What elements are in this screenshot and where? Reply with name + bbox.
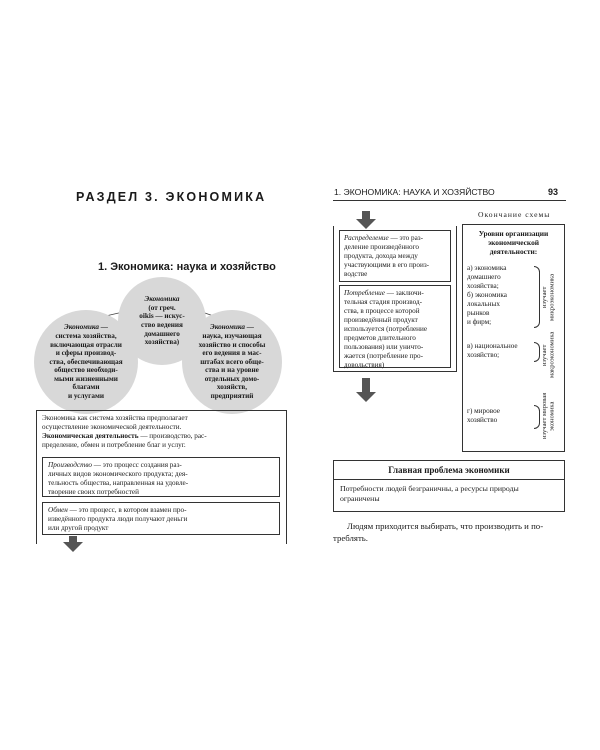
header-rule bbox=[333, 200, 566, 201]
circle-line: ства и на уровне bbox=[205, 366, 259, 375]
text-line: или другой продукт bbox=[48, 524, 109, 532]
levels-title bbox=[464, 229, 563, 256]
text-line: домашнего bbox=[467, 273, 501, 281]
text-line: в) национальное bbox=[467, 342, 518, 350]
text-line: а) экономика bbox=[467, 264, 507, 272]
circle-line: его ведения в мас- bbox=[202, 349, 262, 358]
main-problem-divider bbox=[333, 479, 565, 480]
text-line: Обмен — это процесс, в котором взамен про- bbox=[48, 506, 187, 514]
level-group-micro bbox=[467, 264, 537, 327]
text-line: изведённого продукта люди получают деньги bbox=[48, 515, 188, 523]
page-number: 93 bbox=[548, 187, 559, 197]
circle-line: предприятий bbox=[210, 392, 254, 401]
text-line: г) мировое bbox=[467, 407, 500, 415]
text-line: Людям приходится выбирать, что производить и по- bbox=[347, 521, 544, 531]
title-line: деятельности: bbox=[489, 247, 538, 256]
brace-macro bbox=[534, 342, 540, 362]
closing-paragraph bbox=[333, 520, 565, 544]
circle-line: хозяйство и способы bbox=[198, 340, 266, 349]
circle-line: отдельных домо- bbox=[204, 374, 260, 383]
text-line: ограничены bbox=[340, 494, 380, 503]
chapter-title: 1. Экономика: наука и хозяйство bbox=[98, 261, 276, 273]
text-line: Потребности людей безграничны, а ресурсы природы bbox=[340, 484, 519, 493]
text-line: пользования) или уничто- bbox=[344, 343, 424, 351]
circle-line: и сферы производ- bbox=[55, 349, 117, 358]
main-problem-text bbox=[340, 484, 562, 504]
brace-micro bbox=[534, 266, 540, 328]
text-line: хозяйство bbox=[467, 416, 498, 424]
title-line: Уровни организации bbox=[478, 229, 549, 238]
exchange-box bbox=[42, 502, 280, 535]
text-line: Экономическая деятельность — производство, рас- bbox=[42, 432, 207, 440]
text-line: предметов длительного bbox=[344, 334, 416, 342]
text-line: хозяйства; bbox=[467, 282, 499, 290]
term-distribution: Распределение bbox=[344, 234, 389, 242]
text-line: Потребление — заключи- bbox=[344, 289, 424, 297]
economy-system-circle bbox=[34, 310, 138, 414]
circle-line: система хозяйства, bbox=[55, 331, 117, 340]
text-line: Производство — это процесс создания раз- bbox=[48, 461, 182, 469]
production-box bbox=[42, 457, 280, 497]
circle-line: ства, обеспечивающая bbox=[49, 357, 123, 366]
label-microeconomics: изучает микроэкономика bbox=[541, 273, 556, 321]
circle-line: хозяйств, bbox=[216, 383, 248, 392]
term-consumption: Потребление bbox=[344, 289, 385, 297]
text-line: рынков bbox=[467, 309, 490, 317]
section-heading: РАЗДЕЛ 3. ЭКОНОМИКА bbox=[76, 190, 267, 204]
circle-line: oikis — искус- bbox=[139, 312, 185, 321]
text-line: используется (потребление bbox=[344, 325, 428, 333]
text-line: творение своих потребностей bbox=[48, 488, 139, 496]
text-line: хозяйство; bbox=[467, 351, 500, 359]
label-world-economy: изучает мировая экономика bbox=[541, 392, 556, 440]
text-line: пределение, обмен и потребление благ и услуг. bbox=[42, 441, 186, 449]
text-line: локальных bbox=[467, 300, 500, 308]
text-line: и фирм; bbox=[467, 318, 492, 326]
scheme-end-label: Окончание схемы bbox=[478, 210, 551, 219]
title-line: экономической bbox=[487, 238, 540, 247]
economy-science-circle bbox=[182, 310, 282, 414]
consumption-box bbox=[339, 285, 451, 368]
text-line: продукта, дохода между bbox=[344, 252, 418, 260]
circle-line: домашнего bbox=[144, 329, 180, 338]
circle-term: Экономика — bbox=[210, 323, 254, 332]
economic-activity-text bbox=[42, 414, 282, 450]
text-line: довольствия) bbox=[344, 361, 385, 369]
circle-line: ство ведения bbox=[141, 321, 183, 329]
text-line: Распределение — это раз- bbox=[344, 234, 424, 242]
text-line: произведённый продукт bbox=[344, 316, 418, 324]
text-line: тельная стадия производ- bbox=[344, 298, 423, 306]
term-exchange: Обмен bbox=[48, 506, 68, 514]
main-problem-title: Главная проблема экономики bbox=[388, 465, 510, 475]
level-group-world bbox=[467, 407, 537, 425]
circle-line: включающая отрасли bbox=[50, 340, 122, 349]
circle-line: мыми жизненными bbox=[54, 374, 118, 383]
text-line: деление произведённого bbox=[344, 243, 419, 251]
circle-line: благами bbox=[72, 383, 100, 392]
text-line: участвующими в его произ- bbox=[344, 261, 430, 269]
text-line: осуществление экономической деятельности. bbox=[42, 423, 182, 431]
text-line: жается (потребление про- bbox=[344, 352, 423, 360]
level-group-macro bbox=[467, 342, 537, 360]
term-economic-activity: Экономическая деятельность bbox=[42, 432, 139, 440]
circle-line: и услугами bbox=[67, 392, 105, 401]
text-line: ства, в процессе которой bbox=[344, 307, 420, 315]
text-line: тельность общества, направленная на удовле- bbox=[48, 479, 189, 487]
text-line: б) экономика bbox=[467, 291, 507, 299]
circle-line: штабах всего обще- bbox=[200, 357, 264, 366]
text-line: треблять. bbox=[333, 533, 369, 543]
running-head: 1. ЭКОНОМИКА: НАУКА И ХОЗЯЙСТВО bbox=[334, 187, 495, 197]
circle-line: общество необходи- bbox=[54, 366, 118, 375]
circle-term: Экономика bbox=[144, 295, 180, 304]
text-line: Экономика как система хозяйства предполагает bbox=[42, 414, 188, 422]
circle-term: Экономика — bbox=[64, 323, 108, 332]
text-line: личных видов экономического продукта; дея- bbox=[48, 470, 188, 478]
circle-line: наука, изучающая bbox=[202, 331, 262, 340]
term-production: Производство bbox=[48, 461, 92, 469]
circle-line: (от греч. bbox=[148, 303, 176, 312]
circle-line: хозяйства) bbox=[144, 338, 180, 347]
text-line: водстве bbox=[344, 270, 368, 278]
brace-world bbox=[534, 405, 540, 429]
label-macroeconomics: изучает макроэкономика bbox=[541, 331, 556, 379]
distribution-box bbox=[339, 230, 451, 282]
